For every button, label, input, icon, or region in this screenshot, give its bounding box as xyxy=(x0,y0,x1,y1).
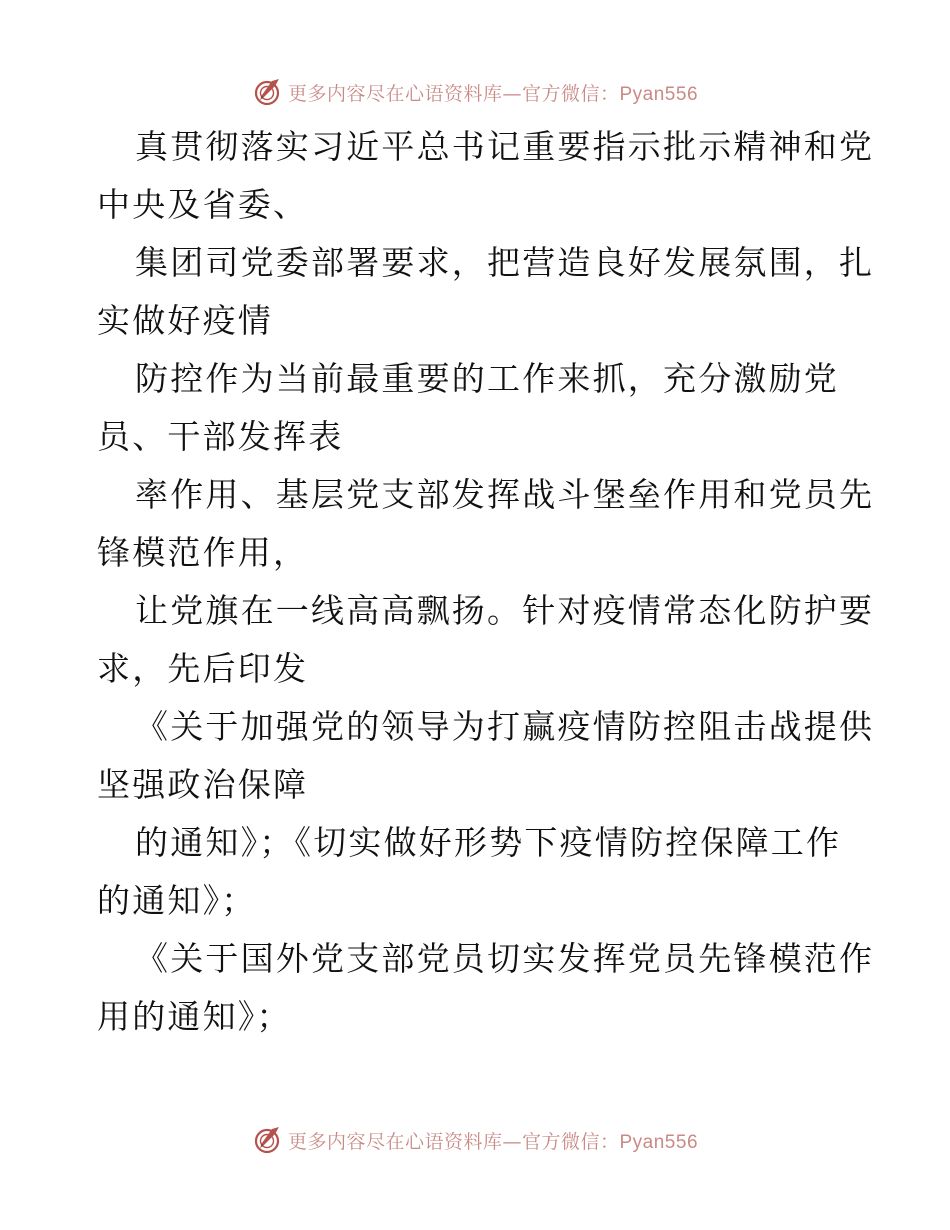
quill-logo-icon xyxy=(252,77,282,107)
paragraph-line: 中央及省委、 xyxy=(97,185,309,224)
document-body xyxy=(97,118,875,1046)
paragraph xyxy=(97,234,875,350)
paragraph xyxy=(97,466,875,582)
paragraph-line: 真贯彻落实习近平总书记重要指示批示精神和党 xyxy=(135,127,875,166)
header-watermark xyxy=(0,72,950,112)
footer-watermark xyxy=(0,1120,950,1160)
watermark-text xyxy=(288,79,698,106)
watermark-group xyxy=(252,1125,698,1155)
paragraph xyxy=(97,930,875,1046)
paragraph xyxy=(97,814,857,930)
paragraph-line: 率作用、基层党支部发挥战斗堡垒作用和党员先 xyxy=(135,475,875,514)
paragraph-line: 员、干部发挥表 xyxy=(97,417,344,456)
watermark-caption: 更多内容尽在心语资料库—官方微信： xyxy=(287,82,620,105)
paragraph-line: 防控作为当前最重要的工作来抓，充分激励党 xyxy=(135,359,839,398)
paragraph-line: 坚强政治保障 xyxy=(97,765,309,804)
paragraph-line: 《关于加强党的领导为打赢疫情防控阻击战提供 xyxy=(135,707,875,746)
paragraph-line: 实做好疫情 xyxy=(97,301,273,340)
paragraph-line: 《关于国外党支部党员切实发挥党员先锋模范作 xyxy=(135,939,875,978)
watermark-text xyxy=(288,1127,698,1154)
watermark-caption: 更多内容尽在心语资料库—官方微信： xyxy=(287,1130,620,1153)
watermark-wechat-id: Pyan556 xyxy=(619,1131,699,1153)
quill-logo-icon xyxy=(252,1125,282,1155)
paragraph-line: 的通知》；《切实做好形势下疫情防控保障工作 xyxy=(135,823,842,862)
watermark-wechat-id: Pyan556 xyxy=(619,83,699,105)
paragraph-line: 集团司党委部署要求，把营造良好发展氛围，扎 xyxy=(135,243,875,282)
paragraph-line: 锋模范作用， xyxy=(97,533,309,572)
paragraph-line: 让党旗在一线高高飘扬。针对疫情常态化防护要 xyxy=(135,591,875,630)
paragraph xyxy=(97,698,875,814)
paragraph-line: 求，先后印发 xyxy=(97,649,309,688)
watermark-group xyxy=(252,77,698,107)
paragraph-line: 用的通知》； xyxy=(97,997,292,1036)
paragraph-line: 的通知》； xyxy=(97,881,257,920)
paragraph xyxy=(97,582,875,698)
paragraph xyxy=(97,118,875,234)
paragraph xyxy=(97,350,857,466)
